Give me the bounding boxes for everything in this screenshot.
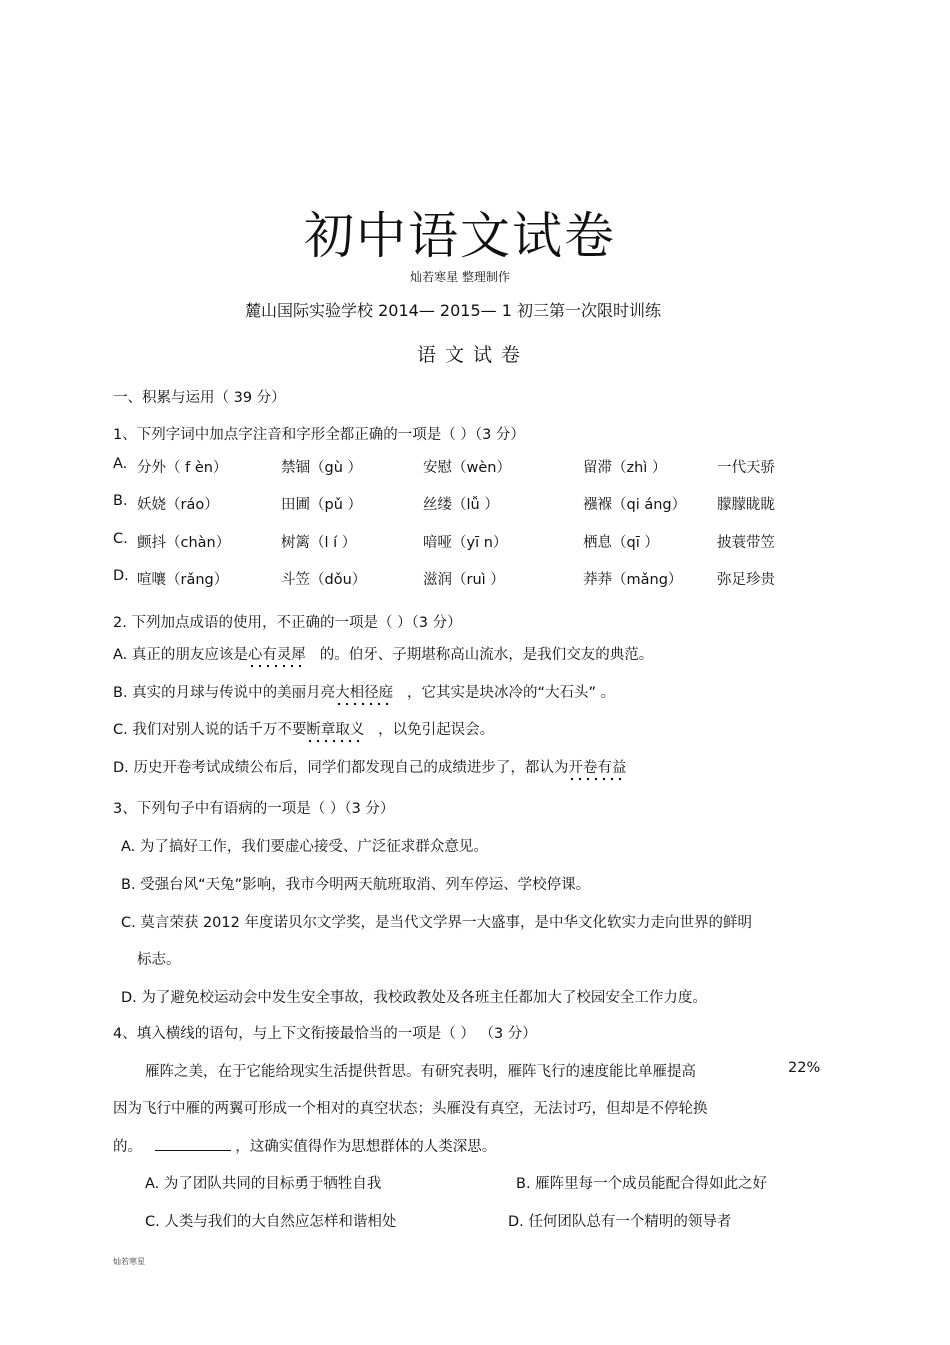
q1-option-item: 安慰（wèn） [423, 460, 511, 476]
q4-passage-percent: 22% [788, 1060, 821, 1076]
q2-option [113, 718, 494, 739]
dotted-idiom: 断章取义 [306, 722, 364, 743]
q1-option-item: 滋润（ruì ） [423, 572, 505, 588]
q1-option-item: 朦朦眬眬 [717, 497, 775, 513]
q4-option: D. 任何团队总有一个精明的领导者 [508, 1214, 732, 1230]
q1-option-item: 弥足珍贵 [717, 572, 775, 588]
q2-option [113, 681, 615, 702]
footer-text: 灿若寒星 [113, 1257, 145, 1266]
answer-blank [155, 1138, 231, 1151]
q4-option: C. 人类与我们的大自然应怎样和谐相处 [145, 1214, 397, 1230]
q2-option-text: ，它其实是块冰冷的“大石头” 。 [407, 685, 616, 701]
q2-option-text: B. 真实的月球与传说中的美丽月亮 [113, 685, 336, 701]
q1-option-label: C. [113, 531, 128, 547]
question-1-stem: 1、下列字词中加点字注音和字形全都正确的一项是（ ）（3 分） [113, 427, 525, 443]
q1-option-item: 留滞（zhì ） [583, 460, 667, 476]
q1-option-item: 喧嚷（rǎng） [137, 572, 229, 588]
q4-passage-line: 因为飞行中雁的两翼可形成一个相对的真空状态；头雁没有真空，无法讨巧，但却是不停轮换 [113, 1101, 708, 1117]
q3-option-continued: 标志。 [137, 952, 181, 968]
q1-option-item: 一代天骄 [717, 460, 775, 476]
q1-option-item: 栖息（qī ） [583, 535, 659, 551]
q1-option-item: 丝缕（lǚ ） [423, 497, 499, 513]
paper-name: 语文试卷 [416, 344, 529, 366]
q4-passage-text: 的。 [113, 1139, 142, 1155]
dotted-idiom: 大相径庭 [335, 685, 393, 706]
q3-option: D. 为了避免校运动会中发生安全事故，我校政教处及各班主任都加大了校园安全工作力度。 [121, 990, 707, 1006]
q2-option [113, 643, 653, 664]
q3-option: A. 为了搞好工作，我们要虚心接受、广泛征求群众意见。 [121, 839, 488, 855]
q1-option-item: 斗笠（dǒu） [281, 572, 367, 588]
q4-passage-text: ，这确实值得作为思想群体的人类深思。 [235, 1139, 497, 1155]
q4-passage-line [113, 1135, 496, 1156]
q2-option-text: C. 我们对别人说的话千万不要 [113, 722, 307, 738]
main-title: 初中语文试卷 [304, 207, 616, 265]
question-3-stem: 3、下列句子中有语病的一项是（ ）（3 分） [113, 801, 395, 817]
q4-option: A. 为了团队共同的目标勇于牺牲自我 [145, 1176, 382, 1192]
question-4-stem: 4、填入横线的语句，与上下文衔接最恰当的一项是（ ） （3 分） [113, 1026, 537, 1042]
q3-option: B. 受强台风“天兔”影响，我市今明两天航班取消、列车停运、学校停课。 [121, 877, 591, 893]
q1-option-item: 喑哑（yī n） [423, 535, 508, 551]
q1-option-item: 树篱（l í ） [281, 535, 357, 551]
q2-option-text: A. 真正的朋友应该是 [113, 647, 248, 663]
q1-option-item: 禁锢（gù ） [281, 460, 363, 476]
q2-option-text: 的。伯牙、子期堪称高山流水，是我们交友的典范。 [319, 647, 654, 663]
q2-option-text: ，以免引起误会。 [378, 722, 495, 738]
q1-option-label: D. [113, 568, 129, 584]
q1-option-item: 莽莽（mǎng） [583, 572, 683, 588]
question-2-stem: 2. 下列加点成语的使用，不正确的一项是（ ）（3 分） [113, 615, 462, 631]
q1-option-label: A. [113, 456, 128, 472]
q4-passage-line: 雁阵之美，在于它能给现实生活提供哲思。有研究表明，雁阵飞行的速度能比单雁提高 [145, 1064, 696, 1080]
q3-option: C. 莫言荣获 2012 年度诺贝尔文学奖，是当代文学界一大盛事，是中华文化软实力走向世界的鲜明 [121, 915, 752, 931]
q1-option-item: 颤抖（chàn） [137, 535, 231, 551]
q1-option-item: 妖娆（ráo） [137, 497, 219, 513]
q1-option-item: 襁褓（qi áng） [583, 497, 687, 513]
section-heading: 一、积累与运用（ 39 分） [113, 390, 286, 406]
q1-option-item: 分外（ f èn） [137, 460, 228, 476]
q1-option-item: 披蓑带笠 [717, 535, 775, 551]
q2-option [113, 756, 626, 777]
dotted-idiom: 心有灵犀 [248, 647, 306, 668]
school-line: 麓山国际实验学校 2014— 2015— 1 初三第一次限时训练 [245, 301, 661, 320]
q2-option-text: D. 历史开卷考试成绩公布后，同学们都发现自己的成绩进步了，都认为 [113, 760, 569, 776]
subtitle: 灿若寒星 整理制作 [410, 270, 510, 284]
dotted-idiom: 开卷有益 [568, 760, 626, 781]
q1-option-item: 田圃（pǔ ） [281, 497, 363, 513]
q4-option: B. 雁阵里每一个成员能配合得如此之好 [516, 1176, 768, 1192]
q1-option-label: B. [113, 493, 128, 509]
